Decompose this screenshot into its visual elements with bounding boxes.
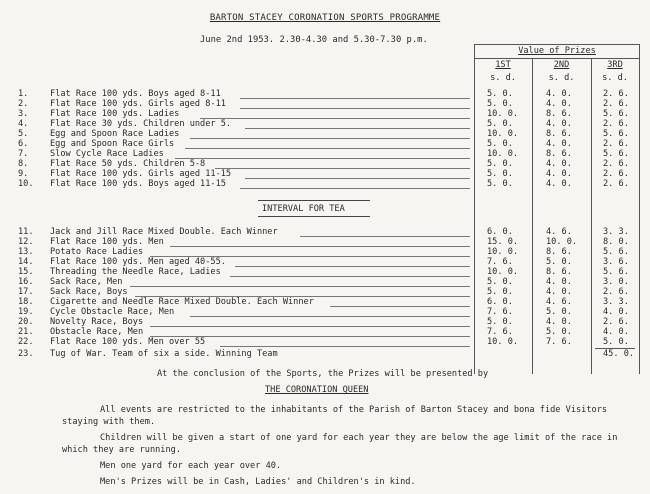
event-number: 2. [18, 99, 29, 109]
units-2nd: s. d. [548, 73, 575, 83]
prize-3rd: 8. 0. [603, 237, 629, 247]
prize-3rd: 2. 6. [603, 89, 629, 99]
event-number: 10. [18, 179, 34, 189]
prize-1st: 5. 0. [487, 159, 513, 169]
event-name: Flat Race 100 yds. Girls aged 8-11 [50, 99, 226, 109]
prize-1st: 10. 0. [487, 247, 519, 257]
prize-1st: 10. 0. [487, 337, 519, 347]
prize-3rd: 5. 0. [603, 337, 629, 347]
prize-1st: 6. 0. [487, 297, 513, 307]
event-number: 6. [18, 139, 29, 149]
prize-2nd: 4. 0. [546, 179, 572, 189]
event-name: Egg and Spoon Race Girls [50, 139, 175, 149]
event-name: Flat Race 100 yds. Men over 55 [50, 337, 206, 347]
prize-2nd: 8. 6. [546, 149, 572, 159]
prize-1st: 5. 0. [487, 287, 513, 297]
column-1st: 1ST [495, 60, 511, 70]
prize-1st: 10. 0. [487, 109, 519, 119]
note-residency: All events are restricted to the inhabitants of the Parish of Barton Stacey and bona fide Visitors [100, 405, 608, 415]
event-number: 20. [18, 317, 34, 327]
event-name: Flat Race 50 yds. Children 5-8 [50, 159, 206, 169]
event-number: 21. [18, 327, 34, 337]
units-1st: s. d. [490, 73, 516, 83]
event-row [0, 180, 650, 190]
event-name: Egg and Spoon Race Ladies [50, 129, 180, 139]
presenter: THE CORONATION QUEEN [265, 385, 369, 395]
event-name: Obstacle Race, Men [50, 327, 144, 337]
prize-2nd: 4. 0. [546, 169, 572, 179]
prize-3rd: 5. 6. [603, 109, 629, 119]
prize-1st: 15. 0. [487, 237, 519, 247]
event-number: 13. [18, 247, 34, 257]
prize-2nd: 8. 6. [546, 267, 572, 277]
prize-2nd: 4. 0. [546, 287, 572, 297]
event-name: Flat Race 100 yds. Ladies [50, 109, 180, 119]
event-number: 23. [18, 349, 34, 359]
prize-1st: 5. 0. [487, 89, 513, 99]
programme-title: BARTON STACEY CORONATION SPORTS PROGRAMME [209, 13, 441, 23]
prize-3rd: 2. 6. [603, 99, 629, 109]
prize-1st: 5. 0. [487, 277, 513, 287]
event-number: 1. [18, 89, 29, 99]
event-name: Flat Race 30 yds. Children under 5. [50, 119, 232, 129]
event-number: 12. [18, 237, 34, 247]
event-number: 18. [18, 297, 34, 307]
prize-3rd: 2. 6. [603, 179, 629, 189]
note-children-cont: which they are running. [62, 445, 181, 455]
date-and-times: June 2nd 1953. 2.30-4.30 and 5.30-7.30 p.m. [200, 35, 428, 45]
prize-2nd: 4. 0. [546, 277, 572, 287]
prize-1st: 5. 0. [487, 119, 513, 129]
event-name: Flat Race 100 yds. Girls aged 11-15 [50, 169, 232, 179]
event-row [0, 338, 650, 348]
prize-1st: 5. 0. [487, 317, 513, 327]
prize-1st: 5. 0. [487, 179, 513, 189]
event-number: 3. [18, 109, 29, 119]
event-number: 4. [18, 119, 29, 129]
prize-3rd: 4. 0. [603, 307, 629, 317]
prize-2nd: 4. 0. [546, 119, 572, 129]
event-name: Flat Race 100 yds. Boys aged 8-11 [50, 89, 221, 99]
event-name: Potato Race Ladies [50, 247, 144, 257]
prize-3rd: 2. 6. [603, 317, 629, 327]
prize-2nd: 8. 6. [546, 109, 572, 119]
prize-2nd: 10. 0. [546, 237, 578, 247]
event-name: Flat Race 100 yds. Boys aged 11-15 [50, 179, 226, 189]
event-number: 9. [18, 169, 29, 179]
prize-3rd: 2. 6. [603, 287, 629, 297]
prize-3rd: 2. 6. [603, 159, 629, 169]
event-number: 19. [18, 307, 34, 317]
event-name: Novelty Race, Boys [50, 317, 144, 327]
prize-2nd: 4. 6. [546, 227, 572, 237]
event-number: 17. [18, 287, 34, 297]
prize-3rd: 5. 6. [603, 247, 629, 257]
prize-2nd: 5. 0. [546, 257, 572, 267]
event-number: 15. [18, 267, 34, 277]
prize-2nd: 4. 0. [546, 317, 572, 327]
conclusion-text: At the conclusion of the Sports, the Prizes will be presented by [157, 369, 489, 379]
event-name: Flat Race 100 yds. Men aged 40-55. [50, 257, 226, 267]
event-number: 7. [18, 149, 29, 159]
prize-3rd: 3. 0. [603, 277, 629, 287]
total-rule [595, 348, 635, 349]
units-3rd: s. d. [602, 73, 628, 83]
prize-2nd: 4. 6. [546, 297, 572, 307]
note-children-start: Children will be given a start of one yard for each year they are below the age limit of the race in [100, 433, 618, 443]
prize-3rd: 4. 0. [603, 327, 629, 337]
prize-2nd: 4. 0. [546, 99, 572, 109]
prize-2nd: 4. 0. [546, 89, 572, 99]
prize-1st: 7. 6. [487, 257, 513, 267]
prize-3rd: 3. 3. [603, 227, 629, 237]
prize-1st: 10. 0. [487, 129, 519, 139]
event-name: Flat Race 100 yds. Men [50, 237, 164, 247]
prize-3rd: 3. 6. [603, 257, 629, 267]
event-name: Tug of War. Team of six a side. Winning Team [50, 349, 278, 359]
note-prizes-form: Men's Prizes will be in Cash, Ladies' and Children's in kind. [100, 477, 416, 487]
event-row [0, 350, 650, 360]
prize-3rd: 5. 6. [603, 149, 629, 159]
prize-3rd: 3. 3. [603, 297, 629, 307]
prize-3rd: 5. 6. [603, 129, 629, 139]
prize-3rd: 5. 6. [603, 267, 629, 277]
prize-2nd: 7. 6. [546, 337, 572, 347]
prize-2nd: 5. 0. [546, 307, 572, 317]
prizes-header: Value of Prizes [518, 46, 596, 56]
interval-heading: INTERVAL FOR TEA [262, 204, 345, 214]
event-name: Threading the Needle Race, Ladies [50, 267, 221, 277]
event-name: Sack Race, Men [50, 277, 123, 287]
prize-1st: 10. 0. [487, 149, 519, 159]
prize-2nd: 4. 0. [546, 139, 572, 149]
event-number: 14. [18, 257, 34, 267]
prize-3rd: 2. 6. [603, 119, 629, 129]
event-name: Slow Cycle Race Ladies [50, 149, 164, 159]
prize-3rd: 45. 0. [603, 349, 635, 359]
event-name: Sack Race, Boys [50, 287, 128, 297]
prize-3rd: 2. 6. [603, 169, 629, 179]
prize-1st: 7. 6. [487, 327, 513, 337]
prize-3rd: 2. 6. [603, 139, 629, 149]
note-men-start: Men one yard for each year over 40. [100, 461, 282, 471]
prize-2nd: 4. 0. [546, 159, 572, 169]
event-number: 8. [18, 159, 29, 169]
prize-1st: 7. 6. [487, 307, 513, 317]
prize-1st: 6. 0. [487, 227, 513, 237]
column-2nd: 2ND [553, 60, 570, 70]
prize-2nd: 8. 6. [546, 247, 572, 257]
event-name: Cigarette and Needle Race Mixed Double. Each Winner [50, 297, 314, 307]
event-number: 11. [18, 227, 34, 237]
event-number: 22. [18, 337, 34, 347]
column-3rd: 3RD [607, 60, 623, 70]
note-residency-cont: staying with them. [62, 417, 156, 427]
event-number: 16. [18, 277, 34, 287]
prize-1st: 5. 0. [487, 169, 513, 179]
event-name: Cycle Obstacle Race, Men [50, 307, 175, 317]
event-number: 5. [18, 129, 29, 139]
prize-1st: 10. 0. [487, 267, 519, 277]
prize-2nd: 5. 0. [546, 327, 572, 337]
prize-1st: 5. 0. [487, 99, 513, 109]
event-name: Jack and Jill Race Mixed Double. Each Winner [50, 227, 278, 237]
prize-2nd: 8. 6. [546, 129, 572, 139]
prize-1st: 5. 0. [487, 139, 513, 149]
